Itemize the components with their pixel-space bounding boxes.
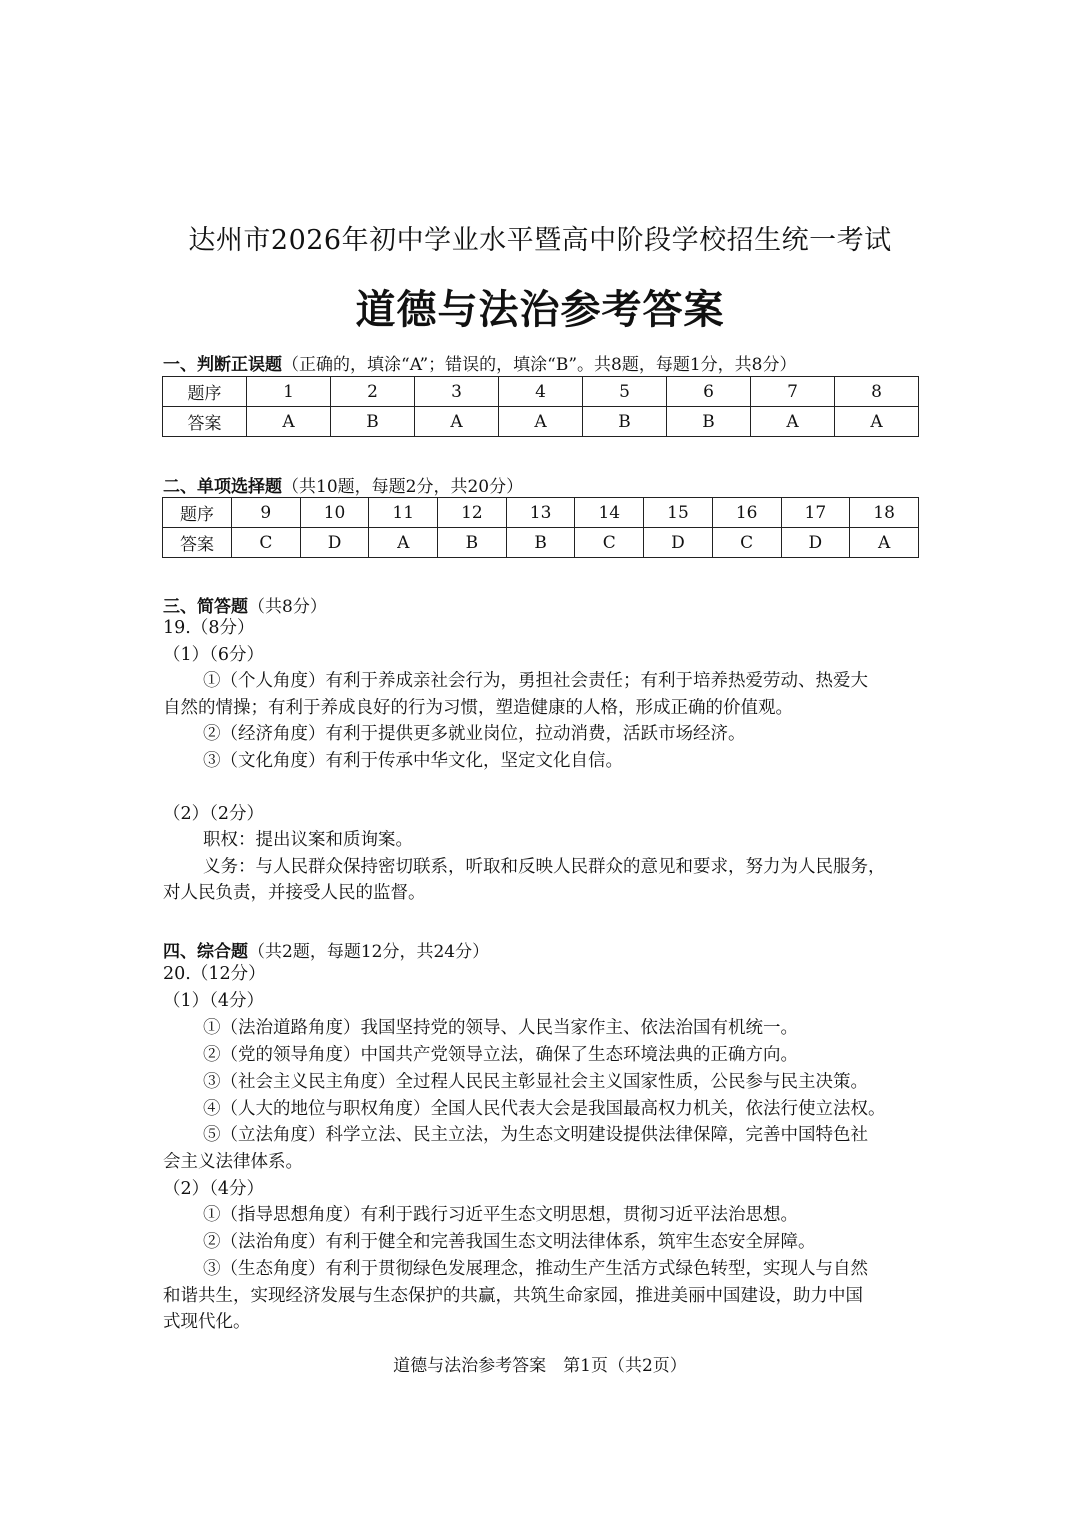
part-1-label: （1）（4分） <box>163 991 265 1011</box>
answer-cell: D <box>644 528 713 558</box>
part-2-label: （2）（2分） <box>163 804 265 824</box>
answer-line: 和谐共生，实现经济发展与生态保护的共赢，共筑生命家园，推进美丽中国建设，助力中国 <box>163 1286 863 1306</box>
exam-title: 达州市2026年初中学业水平暨高中阶段学校招生统一考试 <box>188 225 892 256</box>
section4-heading <box>163 937 489 962</box>
question-19-label: 19.（8分） <box>163 618 255 638</box>
answer-line: 职权：提出议案和质询案。 <box>203 830 413 850</box>
answer-line: ①（指导思想角度）有利于践行习近平生态文明思想，贯彻习近平法治思想。 <box>203 1205 798 1225</box>
answer-line: ③（生态角度）有利于贯彻绿色发展理念，推动生产生活方式绿色转型，实现人与自然 <box>203 1259 868 1279</box>
row-label: 题序 <box>163 377 247 407</box>
answer-cell: A <box>850 528 919 558</box>
answer-cell: D <box>781 528 850 558</box>
table-row <box>163 377 919 407</box>
answer-line: 对人民负责，并接受人民的监督。 <box>163 883 426 903</box>
section2-note: （共10题，每题2分，共20分） <box>282 477 524 497</box>
answer-cell: B <box>583 407 667 437</box>
answer-line: 自然的情操；有利于养成良好的行为习惯，塑造健康的人格，形成正确的价值观。 <box>163 698 793 718</box>
question-20-label: 20.（12分） <box>163 964 266 984</box>
part-2-label: （2）（4分） <box>163 1179 265 1199</box>
question-number: 16 <box>712 498 781 528</box>
question-number: 11 <box>369 498 438 528</box>
section1-note: （正确的，填涂“A”；错误的，填涂“B”。共8题，每题1分，共8分） <box>282 355 797 375</box>
question-number: 2 <box>331 377 415 407</box>
question-number: 8 <box>835 377 919 407</box>
answer-cell: D <box>300 528 369 558</box>
question-number: 18 <box>850 498 919 528</box>
answer-cell: A <box>415 407 499 437</box>
answer-line: ②（党的领导角度）中国共产党领导立法，确保了生态环境法典的正确方向。 <box>203 1045 798 1065</box>
question-number: 5 <box>583 377 667 407</box>
part-1-label: （1）（6分） <box>163 645 265 665</box>
answer-cell: C <box>575 528 644 558</box>
answer-line: 会主义法律体系。 <box>163 1152 303 1172</box>
answer-line: ⑤（立法角度）科学立法、民主立法，为生态文明建设提供法律保障，完善中国特色社 <box>203 1125 868 1145</box>
section4-title: 四、综合题 <box>163 942 248 962</box>
answer-cell: C <box>712 528 781 558</box>
answer-line: ②（经济角度）有利于提供更多就业岗位，拉动消费，活跃市场经济。 <box>203 724 746 744</box>
answer-cell: C <box>232 528 301 558</box>
answer-cell: B <box>667 407 751 437</box>
question-number: 9 <box>232 498 301 528</box>
row-label: 答案 <box>163 407 247 437</box>
answer-cell: A <box>369 528 438 558</box>
question-number: 15 <box>644 498 713 528</box>
answer-line: ②（法治角度）有利于健全和完善我国生态文明法律体系，筑牢生态安全屏障。 <box>203 1232 816 1252</box>
section1-title: 一、判断正误题 <box>163 355 282 375</box>
answer-cell: A <box>247 407 331 437</box>
answer-line: 义务：与人民群众保持密切联系，听取和反映人民群众的意见和要求，努力为人民服务， <box>203 857 886 877</box>
question-number: 7 <box>751 377 835 407</box>
section3-heading <box>163 592 327 617</box>
table-row <box>163 528 919 558</box>
section4-note: （共2题，每题12分，共24分） <box>248 942 490 962</box>
section1-heading <box>163 350 796 375</box>
answer-line: ③（社会主义民主角度）全过程人民民主彰显社会主义国家性质，公民参与民主决策。 <box>203 1072 868 1092</box>
question-number: 10 <box>300 498 369 528</box>
answer-line: ①（个人角度）有利于养成亲社会行为，勇担社会责任；有利于培养热爱劳动、热爱大 <box>203 671 868 691</box>
question-number: 4 <box>499 377 583 407</box>
answer-cell: A <box>751 407 835 437</box>
row-label: 答案 <box>163 528 232 558</box>
answer-line: ④（人大的地位与职权角度）全国人民代表大会是我国最高权力机关，依法行使立法权。 <box>203 1099 886 1119</box>
question-number: 17 <box>781 498 850 528</box>
question-number: 12 <box>438 498 507 528</box>
answer-line: ①（法治道路角度）我国坚持党的领导、人民当家作主、依法治国有机统一。 <box>203 1018 798 1038</box>
question-number: 6 <box>667 377 751 407</box>
question-number: 1 <box>247 377 331 407</box>
answer-cell: A <box>835 407 919 437</box>
row-label: 题序 <box>163 498 232 528</box>
section3-note: （共8分） <box>248 597 327 617</box>
answer-cell: B <box>506 528 575 558</box>
question-number: 3 <box>415 377 499 407</box>
table-row <box>163 498 919 528</box>
answer-cell: B <box>331 407 415 437</box>
table-row <box>163 407 919 437</box>
section2-answer-table <box>162 497 919 558</box>
document-subtitle: 道德与法治参考答案 <box>355 286 725 333</box>
answer-line: ③（文化角度）有利于传承中华文化，坚定文化自信。 <box>203 751 623 771</box>
page-footer: 道德与法治参考答案 第1页（共2页） <box>393 1356 687 1376</box>
answer-line: 式现代化。 <box>163 1312 251 1332</box>
section1-answer-table <box>162 376 919 437</box>
section2-heading <box>163 472 523 497</box>
section3-title: 三、简答题 <box>163 597 248 617</box>
answer-cell: A <box>499 407 583 437</box>
answer-cell: B <box>438 528 507 558</box>
section2-title: 二、单项选择题 <box>163 477 282 497</box>
question-number: 14 <box>575 498 644 528</box>
question-number: 13 <box>506 498 575 528</box>
